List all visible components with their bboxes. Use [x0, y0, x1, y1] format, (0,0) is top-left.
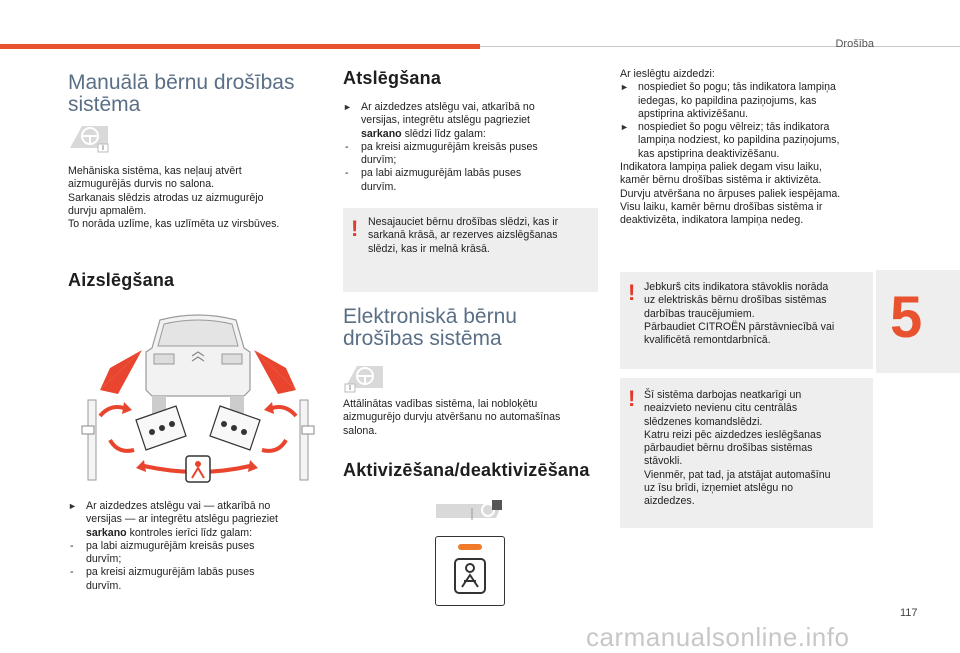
warning-line: neaizvieto nevienu citu centrālās — [644, 402, 798, 415]
locking-instructions — [68, 500, 323, 593]
manual-line: Sarkanais slēdzis atrodas uz aizmugurējo — [68, 191, 264, 204]
manual-description — [68, 165, 318, 231]
warning-line: darbības traucējumiem. — [644, 307, 755, 320]
deactivation-bullet — [620, 121, 875, 161]
section-title: Drošība — [835, 38, 874, 50]
warning-line: stāvokli. — [644, 455, 683, 468]
indicator-line: Visu laiku, kamēr bērnu drošības sistēma ir — [620, 200, 823, 213]
unlocking-bullet-line: versijas, integrētu atslēgu pagrieziet — [361, 114, 531, 127]
warning-line: Vienmēr, pat tad, ja atstājat automašīnu — [644, 468, 831, 481]
red-control-label: sarkano — [86, 526, 127, 539]
manual-line: To norāda uzlīme, kas uzlīmēta uz virsbūves. — [68, 218, 280, 231]
manual-line: Mehāniska sistēma, kas neļauj atvērt — [68, 165, 242, 177]
unlocking-dash-line: pa kreisi aizmugurējām kreisās puses — [361, 140, 538, 153]
steering-wheel-icon — [343, 362, 385, 394]
red-switch-label: sarkano — [361, 127, 402, 140]
locking-dash-line: durvīm; — [86, 553, 122, 566]
warning-line: Nesajauciet bērnu drošības slēdzi, kas ir — [368, 216, 559, 228]
unlocking-bullet-line — [361, 128, 598, 141]
warning-line: Pārbaudiet CITROËN pārstāvniecībā vai — [644, 320, 835, 333]
locking-bullet-tail: kontroles ierīci līdz galam: — [126, 526, 253, 539]
locking-bullet-line: ► Ar aizdedzes atslēgu vai — atkarībā no — [86, 500, 271, 512]
warning-line: kvalificētā remontdarbnīcā. — [644, 334, 771, 347]
manual-line: aizmugurējās durvis no salona. — [68, 178, 215, 191]
activation-bullet — [620, 81, 875, 121]
locking-dash-item: - pa kreisi aizmugurējām labās puses durvīm. — [68, 566, 323, 593]
child-lock-button[interactable] — [435, 536, 505, 606]
steering-wheel-icon — [68, 122, 110, 154]
warning-line: Jebkurš cits indikatora stāvoklis norāda — [644, 281, 829, 293]
warning-line: sarkanā krāsā, ar rezerves aizslēgšanas — [368, 229, 558, 242]
warning-line: slēdzi, kas ir melnā krāsā. — [368, 242, 490, 255]
page-number: 117 — [900, 607, 918, 619]
manual-line: durvju apmalēm. — [68, 204, 147, 217]
unlocking-bullet-tail: slēdzi līdz galam: — [401, 127, 486, 140]
unlocking-warning-box — [343, 208, 598, 292]
warning-line: uz īsu brīdi, izņemiet atslēgu no — [644, 482, 793, 495]
locking-bullet-line — [86, 527, 323, 540]
indicator-line: Durvju atvēršana no ārpuses paliek iespējama. — [620, 187, 841, 200]
activation-title: Aktivizēšana/deaktivizēšana — [343, 460, 590, 480]
independence-warning-box — [620, 378, 873, 528]
electronic-line: salona. — [343, 424, 378, 437]
dashboard-location-icon — [436, 498, 508, 524]
warning-exclamation-icon: ! — [628, 386, 636, 411]
unlocking-bullet-line: ► Ar aizdedzes atslēgu vai, atkarībā no — [361, 101, 535, 113]
unlocking-bullet — [343, 101, 598, 141]
locking-bullet-line: versijas — ar integrētu atslēgu pagrieziet — [86, 513, 278, 526]
unlocking-dash-line: durvīm; — [361, 154, 397, 167]
manual-title: Manuālā bērnu drošības sistēma — [68, 71, 295, 116]
chapter-number: 5 — [890, 285, 923, 350]
locking-title: Aizslēgšana — [68, 270, 175, 290]
unlocking-instructions — [343, 101, 598, 194]
deactivation-line: lampiņa nodziest, ko papildina paziņojums, — [638, 134, 840, 147]
warning-line: Šī sistēma darbojas neatkarīgi un — [644, 389, 802, 401]
deactivation-line: ► nospiediet šo pogu vēlreiz; tās indikatora — [638, 121, 830, 134]
locking-dash-line: pa labi aizmugurējām kreisās puses — [86, 539, 255, 552]
locking-dash-item: - pa labi aizmugurējām kreisās puses durvīm; — [68, 540, 323, 567]
indicator-line: Indikatora lampiņa paliek degam visu laiku, — [620, 161, 822, 174]
electronic-line: aizmugurējo durvju atvēršanu no automašīnas — [343, 411, 561, 424]
activation-instructions — [620, 68, 875, 228]
warning-exclamation-icon: ! — [351, 216, 359, 241]
locking-dash-line: durvīm. — [86, 579, 122, 592]
malfunction-warning-box — [620, 272, 873, 369]
electronic-description — [343, 398, 598, 438]
unlocking-dash-line: durvīm. — [361, 180, 397, 193]
electronic-title: Elektroniskā bērnu drošības sistēma — [343, 305, 517, 350]
unlocking-dash-item: - pa kreisi aizmugurējām kreisās puses durvīm; — [343, 141, 598, 168]
warning-line: slēdzenes komandslēdzi. — [644, 415, 763, 428]
unlocking-dash-line: pa labi aizmugurējām labās puses — [361, 167, 522, 180]
child-lock-illustration — [80, 308, 316, 484]
indicator-line: kamēr bērnu drošības sistēma ir aktivizēta. — [620, 174, 822, 187]
activation-line: apstiprina aktivizēšanu. — [638, 107, 749, 120]
warning-line: Katru reizi pēc aizdedzes ieslēgšanas — [644, 428, 822, 441]
activation-line: iedegas, ko papildina paziņojums, kas — [638, 94, 817, 107]
activation-line: ► nospiediet šo pogu; tās indikatora lampiņa — [638, 81, 836, 94]
locking-bullet — [68, 500, 323, 540]
warning-line: aizdedzes. — [644, 495, 695, 508]
unlocking-title: Atslēgšana — [343, 68, 442, 88]
electronic-line: Attālinātas vadības sistēma, lai nobloķētu — [343, 398, 538, 410]
warning-line: uz elektriskās bērnu drošības sistēmas — [644, 294, 827, 307]
warning-exclamation-icon: ! — [628, 280, 636, 305]
deactivation-line: kas apstiprina deaktivizēšanu. — [638, 147, 780, 160]
warning-line: pārbaudiet bērnu drošības sistēmas — [644, 442, 813, 455]
watermark: carmanualsonline.info — [586, 622, 850, 652]
activation-intro: Ar ieslēgtu aizdedzi: — [620, 68, 715, 80]
unlocking-dash-item: - pa labi aizmugurējām labās puses durvīm. — [343, 167, 598, 194]
header-divider — [480, 46, 960, 47]
locking-dash-line: pa kreisi aizmugurējām labās puses — [86, 566, 255, 579]
header-accent-bar — [0, 44, 480, 49]
indicator-line: deaktivizēta, indikatora lampiņa nedeg. — [620, 214, 804, 227]
